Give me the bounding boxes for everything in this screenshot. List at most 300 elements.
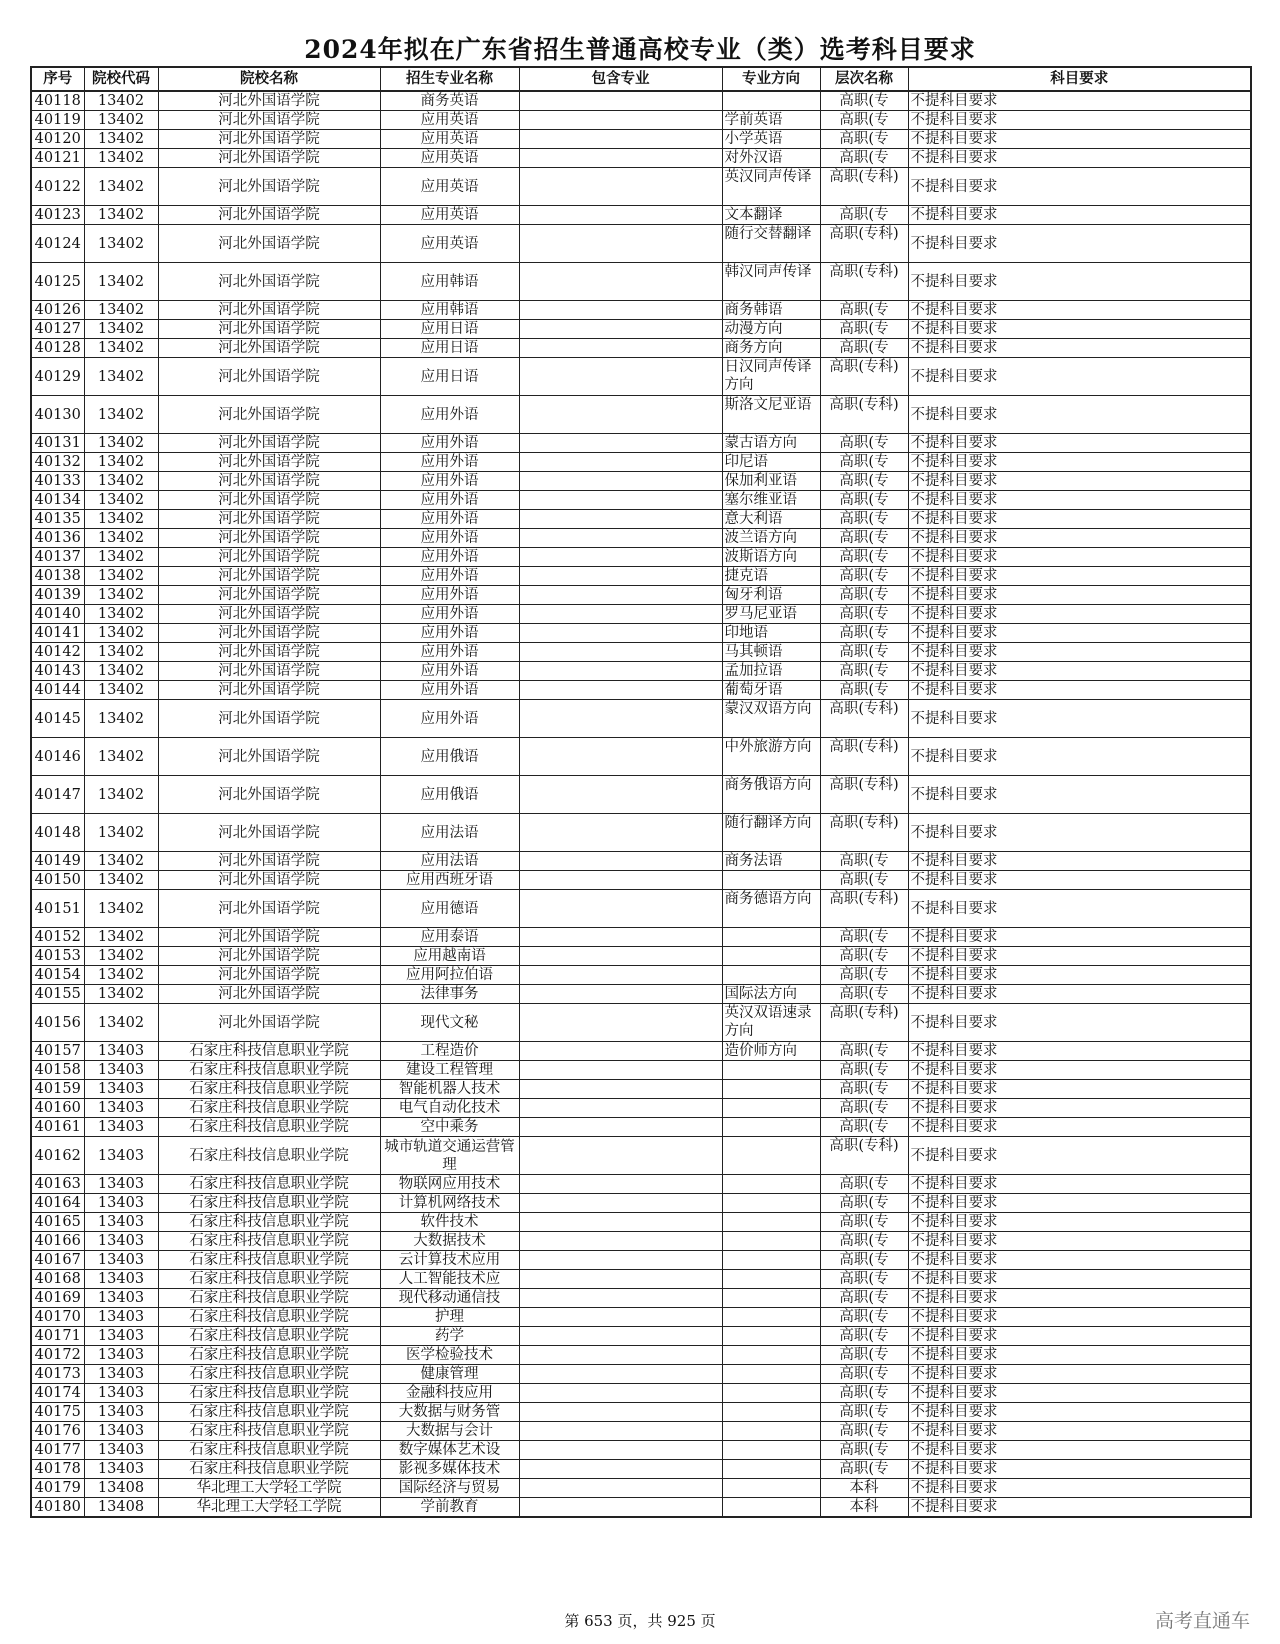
cell-school: 河北外国语学院 [158,472,380,491]
table-row [31,1384,1251,1403]
cell-requirement: 不提科目要求 [908,1403,1251,1422]
cell-requirement: 不提科目要求 [908,263,1251,301]
cell-no: 40134 [31,491,84,510]
cell-major: 大数据与财务管 [380,1403,519,1422]
cell-major: 应用泰语 [380,928,519,947]
cell-direction: 意大利语 [722,510,820,529]
cell-requirement: 不提科目要求 [908,1498,1251,1518]
cell-code: 13402 [84,776,158,814]
cell-no: 40179 [31,1479,84,1498]
cell-level: 高职(专 [820,472,908,491]
cell-included [519,168,722,206]
cell-level: 高职(专 [820,529,908,548]
cell-school: 河北外国语学院 [158,662,380,681]
cell-school: 石家庄科技信息职业学院 [158,1460,380,1479]
cell-requirement: 不提科目要求 [908,396,1251,434]
cell-code: 13402 [84,358,158,396]
cell-level: 高职(专 [820,206,908,225]
cell-no: 40159 [31,1080,84,1099]
table-row [31,1175,1251,1194]
cell-requirement: 不提科目要求 [908,1441,1251,1460]
table-row [31,339,1251,358]
cell-direction: 韩汉同声传译 [722,263,820,301]
table-row [31,358,1251,396]
cell-level: 高职(专科) [820,396,908,434]
cell-included [519,1251,722,1270]
cell-code: 13403 [84,1441,158,1460]
cell-no: 40128 [31,339,84,358]
cell-code: 13403 [84,1384,158,1403]
cell-code: 13402 [84,396,158,434]
cell-major: 应用英语 [380,111,519,130]
cell-no: 40148 [31,814,84,852]
cell-included [519,1327,722,1346]
cell-requirement: 不提科目要求 [908,434,1251,453]
cell-major: 应用外语 [380,567,519,586]
cell-requirement: 不提科目要求 [908,1080,1251,1099]
cell-requirement: 不提科目要求 [908,510,1251,529]
cell-requirement: 不提科目要求 [908,149,1251,168]
cell-major: 建设工程管理 [380,1061,519,1080]
cell-code: 13402 [84,605,158,624]
cell-included [519,111,722,130]
cell-no: 40168 [31,1270,84,1289]
cell-no: 40157 [31,1042,84,1061]
cell-direction: 塞尔维亚语 [722,491,820,510]
cell-requirement: 不提科目要求 [908,1289,1251,1308]
cell-school: 河北外国语学院 [158,700,380,738]
cell-level: 高职(专科) [820,225,908,263]
table-row [31,130,1251,149]
col-header-code: 院校代码 [84,67,158,91]
cell-major: 应用外语 [380,700,519,738]
table-row [31,1061,1251,1080]
cell-included [519,358,722,396]
cell-direction: 斯洛文尼亚语 [722,396,820,434]
cell-included [519,396,722,434]
cell-direction: 中外旅游方向 [722,738,820,776]
cell-code: 13403 [84,1118,158,1137]
cell-no: 40135 [31,510,84,529]
cell-direction: 印尼语 [722,453,820,472]
cell-code: 13402 [84,966,158,985]
table-row [31,225,1251,263]
table-row [31,776,1251,814]
cell-school: 河北外国语学院 [158,871,380,890]
cell-included [519,1422,722,1441]
cell-direction: 保加利亚语 [722,472,820,491]
cell-code: 13402 [84,852,158,871]
cell-level: 高职(专 [820,548,908,567]
cell-included [519,605,722,624]
cell-included [519,225,722,263]
cell-direction [722,1346,820,1365]
cell-requirement: 不提科目要求 [908,1004,1251,1042]
cell-major: 应用俄语 [380,738,519,776]
cell-requirement: 不提科目要求 [908,871,1251,890]
cell-school: 石家庄科技信息职业学院 [158,1251,380,1270]
cell-included [519,149,722,168]
cell-level: 高职(专 [820,852,908,871]
cell-major: 应用日语 [380,320,519,339]
cell-major: 学前教育 [380,1498,519,1518]
cell-no: 40137 [31,548,84,567]
cell-school: 石家庄科技信息职业学院 [158,1232,380,1251]
cell-included [519,890,722,928]
cell-included [519,1346,722,1365]
cell-level: 高职(专 [820,149,908,168]
cell-direction: 商务方向 [722,339,820,358]
cell-school: 石家庄科技信息职业学院 [158,1061,380,1080]
cell-included [519,1498,722,1518]
cell-requirement: 不提科目要求 [908,1213,1251,1232]
cell-level: 高职(专 [820,453,908,472]
cell-code: 13402 [84,111,158,130]
cell-level: 高职(专科) [820,1137,908,1175]
cell-school: 河北外国语学院 [158,548,380,567]
table-row [31,1004,1251,1042]
cell-included [519,1213,722,1232]
cell-included [519,966,722,985]
table-row [31,453,1251,472]
table-row [31,510,1251,529]
cell-requirement: 不提科目要求 [908,1365,1251,1384]
table-row [31,871,1251,890]
cell-school: 石家庄科技信息职业学院 [158,1346,380,1365]
table-row [31,1080,1251,1099]
cell-school: 河北外国语学院 [158,985,380,1004]
cell-included [519,700,722,738]
cell-direction [722,1213,820,1232]
table-row [31,814,1251,852]
cell-included [519,1441,722,1460]
table-row [31,567,1251,586]
cell-major: 应用外语 [380,662,519,681]
cell-major: 云计算技术应用 [380,1251,519,1270]
cell-included [519,130,722,149]
cell-school: 石家庄科技信息职业学院 [158,1327,380,1346]
table-row [31,928,1251,947]
cell-no: 40169 [31,1289,84,1308]
cell-direction [722,947,820,966]
cell-requirement: 不提科目要求 [908,1479,1251,1498]
cell-requirement: 不提科目要求 [908,1346,1251,1365]
cell-level: 高职(专 [820,605,908,624]
cell-included [519,1460,722,1479]
cell-direction: 随行翻译方向 [722,814,820,852]
cell-included [519,643,722,662]
cell-level: 高职(专 [820,91,908,111]
cell-level: 高职(专科) [820,738,908,776]
cell-included [519,1479,722,1498]
cell-requirement: 不提科目要求 [908,928,1251,947]
cell-level: 高职(专 [820,1042,908,1061]
cell-major: 应用外语 [380,472,519,491]
cell-major: 应用韩语 [380,301,519,320]
cell-major: 应用阿拉伯语 [380,966,519,985]
cell-requirement: 不提科目要求 [908,1175,1251,1194]
cell-included [519,548,722,567]
cell-requirement: 不提科目要求 [908,1232,1251,1251]
cell-code: 13402 [84,510,158,529]
cell-level: 高职(专 [820,662,908,681]
table-row [31,700,1251,738]
cell-school: 河北外国语学院 [158,396,380,434]
cell-code: 13402 [84,700,158,738]
cell-code: 13403 [84,1403,158,1422]
cell-school: 河北外国语学院 [158,966,380,985]
cell-level: 高职(专 [820,434,908,453]
cell-level: 高职(专 [820,1308,908,1327]
cell-major: 应用法语 [380,852,519,871]
cell-major: 现代文秘 [380,1004,519,1042]
cell-major: 工程造价 [380,1042,519,1061]
cell-direction: 蒙汉双语方向 [722,700,820,738]
cell-code: 13402 [84,453,158,472]
table-row [31,1498,1251,1518]
cell-major: 应用法语 [380,814,519,852]
cell-school: 石家庄科技信息职业学院 [158,1308,380,1327]
cell-requirement: 不提科目要求 [908,91,1251,111]
cell-level: 高职(专 [820,1099,908,1118]
cell-direction: 学前英语 [722,111,820,130]
cell-included [519,1175,722,1194]
cell-direction: 孟加拉语 [722,662,820,681]
cell-code: 13402 [84,738,158,776]
cell-no: 40156 [31,1004,84,1042]
cell-level: 高职(专 [820,1346,908,1365]
cell-major: 电气自动化技术 [380,1099,519,1118]
cell-level: 高职(专 [820,1327,908,1346]
cell-school: 石家庄科技信息职业学院 [158,1194,380,1213]
cell-requirement: 不提科目要求 [908,586,1251,605]
table-row [31,548,1251,567]
cell-requirement: 不提科目要求 [908,358,1251,396]
cell-level: 高职(专 [820,1384,908,1403]
table-row [31,1403,1251,1422]
cell-no: 40140 [31,605,84,624]
table-row [31,1327,1251,1346]
cell-requirement: 不提科目要求 [908,168,1251,206]
cell-school: 河北外国语学院 [158,91,380,111]
cell-no: 40146 [31,738,84,776]
table-row [31,206,1251,225]
table-row [31,738,1251,776]
cell-code: 13402 [84,890,158,928]
cell-direction [722,1403,820,1422]
cell-no: 40143 [31,662,84,681]
cell-requirement: 不提科目要求 [908,890,1251,928]
cell-included [519,1270,722,1289]
cell-code: 13403 [84,1270,158,1289]
cell-direction [722,1175,820,1194]
cell-code: 13403 [84,1061,158,1080]
cell-school: 石家庄科技信息职业学院 [158,1118,380,1137]
cell-school: 河北外国语学院 [158,605,380,624]
cell-included [519,1080,722,1099]
cell-level: 高职(专 [820,1422,908,1441]
cell-major: 应用外语 [380,529,519,548]
cell-code: 13403 [84,1175,158,1194]
cell-level: 高职(专 [820,928,908,947]
cell-major: 空中乘务 [380,1118,519,1137]
table-row [31,643,1251,662]
cell-direction: 对外汉语 [722,149,820,168]
cell-direction [722,1061,820,1080]
table-row [31,1042,1251,1061]
table-row [31,1365,1251,1384]
cell-level: 高职(专 [820,1175,908,1194]
cell-code: 13402 [84,928,158,947]
cell-direction: 文本翻译 [722,206,820,225]
cell-no: 40121 [31,149,84,168]
cell-school: 河北外国语学院 [158,491,380,510]
cell-major: 应用外语 [380,624,519,643]
cell-level: 高职(专 [820,1270,908,1289]
cell-code: 13403 [84,1042,158,1061]
cell-direction: 日汉同声传译方向 [722,358,820,396]
table-row [31,111,1251,130]
cell-code: 13403 [84,1365,158,1384]
cell-direction [722,1137,820,1175]
cell-school: 河北外国语学院 [158,453,380,472]
cell-direction: 商务德语方向 [722,890,820,928]
cell-school: 河北外国语学院 [158,890,380,928]
table-row [31,301,1251,320]
table-row [31,852,1251,871]
cell-code: 13402 [84,301,158,320]
cell-direction [722,871,820,890]
cell-requirement: 不提科目要求 [908,966,1251,985]
cell-school: 河北外国语学院 [158,738,380,776]
cell-direction [722,966,820,985]
cell-no: 40178 [31,1460,84,1479]
cell-included [519,947,722,966]
table-row [31,1270,1251,1289]
cell-no: 40155 [31,985,84,1004]
cell-included [519,985,722,1004]
cell-direction [722,91,820,111]
cell-major: 数字媒体艺术设 [380,1441,519,1460]
cell-school: 石家庄科技信息职业学院 [158,1384,380,1403]
table-row [31,91,1251,111]
cell-requirement: 不提科目要求 [908,1118,1251,1137]
cell-no: 40171 [31,1327,84,1346]
cell-school: 石家庄科技信息职业学院 [158,1175,380,1194]
cell-major: 应用日语 [380,358,519,396]
cell-included [519,1308,722,1327]
cell-major: 法律事务 [380,985,519,1004]
cell-requirement: 不提科目要求 [908,1422,1251,1441]
cell-no: 40149 [31,852,84,871]
cell-no: 40125 [31,263,84,301]
cell-level: 高职(专科) [820,168,908,206]
cell-code: 13402 [84,529,158,548]
col-header-requirement: 科目要求 [908,67,1251,91]
cell-no: 40165 [31,1213,84,1232]
cell-requirement: 不提科目要求 [908,567,1251,586]
cell-code: 13402 [84,871,158,890]
cell-level: 高职(专科) [820,1004,908,1042]
cell-level: 高职(专 [820,320,908,339]
cell-level: 高职(专 [820,339,908,358]
cell-included [519,1194,722,1213]
cell-no: 40173 [31,1365,84,1384]
cell-direction [722,1289,820,1308]
cell-code: 13402 [84,206,158,225]
cell-major: 应用外语 [380,643,519,662]
cell-level: 高职(专 [820,624,908,643]
cell-level: 高职(专 [820,1251,908,1270]
cell-major: 应用外语 [380,491,519,510]
cell-code: 13402 [84,472,158,491]
cell-code: 13403 [84,1099,158,1118]
table-row [31,1479,1251,1498]
cell-no: 40170 [31,1308,84,1327]
cell-level: 高职(专科) [820,814,908,852]
table-row [31,1118,1251,1137]
cell-direction: 小学英语 [722,130,820,149]
cell-direction: 捷克语 [722,567,820,586]
cell-no: 40177 [31,1441,84,1460]
cell-no: 40166 [31,1232,84,1251]
table-row [31,662,1251,681]
cell-major: 应用韩语 [380,263,519,301]
cell-code: 13403 [84,1213,158,1232]
cell-major: 应用外语 [380,396,519,434]
cell-major: 医学检验技术 [380,1346,519,1365]
cell-level: 高职(专 [820,491,908,510]
cell-requirement: 不提科目要求 [908,339,1251,358]
cell-included [519,928,722,947]
cell-major: 大数据与会计 [380,1422,519,1441]
cell-included [519,320,722,339]
cell-requirement: 不提科目要求 [908,1460,1251,1479]
cell-requirement: 不提科目要求 [908,320,1251,339]
cell-school: 石家庄科技信息职业学院 [158,1365,380,1384]
cell-code: 13402 [84,814,158,852]
cell-code: 13402 [84,681,158,700]
cell-requirement: 不提科目要求 [908,1384,1251,1403]
cell-direction [722,1270,820,1289]
cell-school: 河北外国语学院 [158,111,380,130]
table-body [31,91,1251,1517]
cell-major: 应用外语 [380,605,519,624]
cell-direction: 马其顿语 [722,643,820,662]
cell-no: 40144 [31,681,84,700]
cell-level: 高职(专 [820,1232,908,1251]
cell-level: 高职(专 [820,586,908,605]
col-header-school: 院校名称 [158,67,380,91]
cell-level: 本科 [820,1498,908,1518]
cell-school: 河北外国语学院 [158,434,380,453]
cell-included [519,301,722,320]
cell-direction: 蒙古语方向 [722,434,820,453]
cell-major: 智能机器人技术 [380,1080,519,1099]
cell-major: 应用俄语 [380,776,519,814]
cell-direction [722,1232,820,1251]
cell-major: 大数据技术 [380,1232,519,1251]
cell-requirement: 不提科目要求 [908,852,1251,871]
cell-school: 华北理工大学轻工学院 [158,1498,380,1518]
cell-direction [722,1441,820,1460]
cell-included [519,510,722,529]
cell-major: 护理 [380,1308,519,1327]
cell-school: 华北理工大学轻工学院 [158,1479,380,1498]
cell-code: 13402 [84,1004,158,1042]
cell-included [519,681,722,700]
cell-level: 高职(专 [820,1080,908,1099]
